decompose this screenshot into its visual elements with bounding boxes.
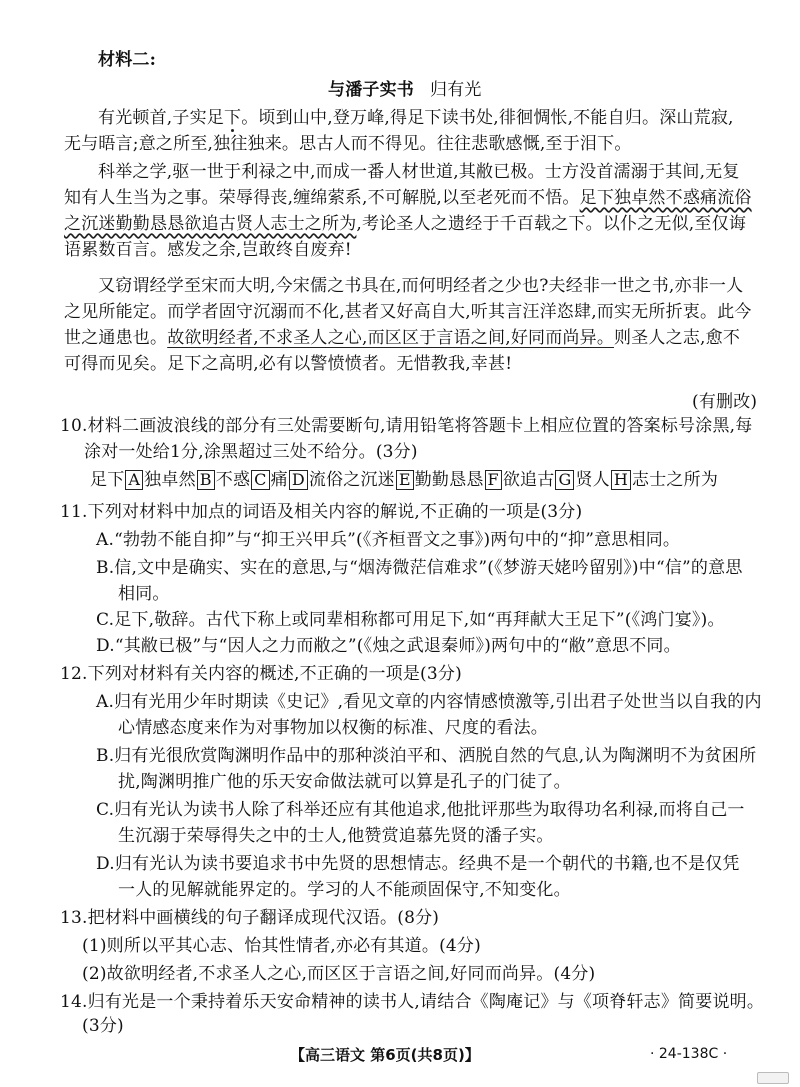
straight-underline-text: 故欲明经者,不求圣人之心,而区区于言语之间,好同而尚异。: [167, 328, 615, 348]
q11-option-b-line1: B.信,文中是确实、实在的意思,与“烟涛微茫信难求”(《梦游天姥吟留别》)中“信”的意思: [96, 558, 743, 578]
q14-stem-line1: 14.归有光是一个秉持着乐天安命精神的读书人,请结合《陶庵记》与《项脊轩志》简要说明。: [60, 992, 765, 1012]
q10-options: [90, 468, 718, 492]
q10-text: 贤人: [575, 470, 610, 490]
q12-option-c-line2: 生沉溺于荣辱得失之中的士人,他赞赏追慕先贤的潘子实。: [118, 826, 554, 846]
passage-text: 有光顿首,子实足: [98, 108, 225, 128]
passage-p1-line1: [98, 106, 734, 130]
watermark-stamp: [757, 1072, 789, 1084]
passage-p2-line1: 科举之学,驱一世于利禄之中,而成一番人材世道,其敝已极。士方没首濡溺于其间,无复: [98, 162, 740, 182]
q10-text: 流俗之沉迷: [308, 470, 395, 490]
option-box-a[interactable]: A: [125, 470, 143, 490]
q12-option-a-line1: A.归有光用少年时期读《史记》,看见文章的内容情感愤激等,引出君子处世当以自我的内: [96, 692, 762, 712]
q10-text: 独卓然: [144, 470, 196, 490]
option-box-f[interactable]: F: [485, 470, 502, 490]
passage-p2-line4: 语累数百言。感发之余,岂敢终自废弃!: [64, 240, 352, 260]
q11-option-a: A.“勃勃不能自抑”与“抑王兴甲兵”(《齐桓晋文之事》)两句中的“抑”意思相同。: [96, 530, 681, 550]
option-box-e[interactable]: E: [396, 470, 414, 490]
passage-text: 。顷到山中,登万峰,得足下读书处,徘徊惆怅,不能自归。深山荒寂,: [241, 108, 734, 128]
q12-option-b-line1: B.归有光很欣赏陶渊明作品中的那种淡泊平和、洒脱自然的气息,认为陶渊明不为贫困所: [96, 746, 757, 766]
passage-text: 世之通患也。: [64, 328, 168, 348]
q12-option-b-line2: 扰,陶渊明推广他的乐天安命做法就可以算是孔子的门徒了。: [118, 772, 571, 792]
wavy-underline-text: 足下独卓然不惑痛流俗: [579, 188, 752, 208]
passage-p3-line1: 又窃谓经学至宋而大明,今宋儒之书具在,而何明经者之少也?夫经非一世之书,亦非一人: [98, 276, 744, 296]
passage-text: 知有人生当为之事。荣辱得丧,缠绵萦系,不可解脱,以至老死而不悟。: [64, 188, 580, 208]
passage-p3-line4: 可得而见矣。足下之高明,必有以警愤愤者。无惜教我,幸甚!: [64, 354, 513, 374]
passage-p3-line2: 之见所能定。而学者固守沉溺而不化,甚者又好高自大,听其言汪洋恣肆,而实无所折衷。此今: [64, 302, 752, 322]
q11-stem: 11.下列对材料中加点的词语及相关内容的解说,不正确的一项是(3分): [60, 502, 583, 522]
q11-option-d: D.“其敝已极”与“因人之力而敝之”(《烛之武退秦师》)两句中的“敝”意思不同。: [96, 636, 681, 656]
q12-option-c-line1: C.归有光认为读书人除了科举还应有其他追求,他批评那些为取得功名利禄,而将自己一: [96, 800, 745, 820]
q13-stem: 13.把材料中画横线的句子翻译成现代汉语。(8分): [60, 908, 440, 928]
q10-text: 痛: [270, 470, 288, 490]
page-footer: 【高三语文 第6页(共8页)】: [290, 1046, 480, 1064]
source-note: (有删改): [692, 392, 758, 412]
option-box-h[interactable]: H: [611, 470, 631, 490]
q10-text: 欲追古: [502, 470, 555, 490]
passage-text: ,考论圣人之遗经于千百载之下。以仆之无似,至仅诲: [356, 214, 747, 234]
passage-p2-line2: [64, 186, 752, 210]
q12-option-a-line2: 心情感态度来作为对事物加以权衡的标准、尺度的看法。: [118, 718, 548, 738]
q10-stem-line1: 10.材料二画波浪线的部分有三处需要断句,请用铅笔将答题卡上相应位置的答案标号涂黑,每: [60, 416, 753, 436]
passage-p2-line3: [64, 212, 746, 236]
passage-title: [328, 78, 482, 102]
q10-text: 足下: [90, 470, 125, 490]
dotted-word-xia: 下: [224, 108, 242, 128]
q10-stem-line2: 涂对一处给1分,涂黑超过三处不给分。(3分): [84, 442, 418, 462]
q10-text: 勤勤恳恳: [414, 470, 484, 490]
q13-sentence-1: (1)则所以平其心志、怡其性情者,亦必有其道。(4分): [82, 936, 481, 956]
passage-title-text: 与潘子实书: [328, 80, 414, 100]
option-box-b[interactable]: B: [197, 470, 215, 490]
option-box-d[interactable]: D: [289, 470, 308, 490]
exam-code: · 24-138C ·: [650, 1046, 728, 1062]
passage-author: 归有光: [430, 80, 482, 100]
q12-option-d-line2: 一人的见解就能界定的。学习的人不能顽固保守,不知变化。: [118, 880, 571, 900]
q12-stem: 12.下列对材料有关内容的概述,不正确的一项是(3分): [60, 664, 462, 684]
passage-p3-line3: [64, 326, 740, 350]
passage-p1-line2: 无与晤言;意之所至,独往独来。思古人而不得见。往往悲歌感慨,至于泪下。: [64, 134, 632, 154]
q12-option-d-line1: D.归有光认为读书要追求书中先贤的思想情志。经典不是一个朝代的书籍,也不是仅凭: [96, 854, 740, 874]
passage-text: 则圣人之志,愈不: [614, 328, 741, 348]
q14-stem-line2: (3分): [82, 1016, 124, 1036]
option-box-g[interactable]: G: [555, 470, 574, 490]
q10-text: 不惑: [215, 470, 251, 490]
q10-text: 志士之所为: [632, 470, 719, 490]
q11-option-b-line2: 相同。: [118, 584, 170, 604]
option-box-c[interactable]: C: [251, 470, 269, 490]
material-title: 材料二:: [98, 50, 157, 70]
q11-option-c: C.足下,敬辞。古代下称上或同辈相称都可用足下,如“再拜献大王足下”(《鸿门宴》)。: [96, 610, 725, 630]
wavy-underline-text: 之沉迷勤勤恳恳欲追古贤人志士之所为: [64, 214, 357, 234]
q13-sentence-2: (2)故欲明经者,不求圣人之心,而区区于言语之间,好同而尚异。(4分): [82, 964, 596, 984]
